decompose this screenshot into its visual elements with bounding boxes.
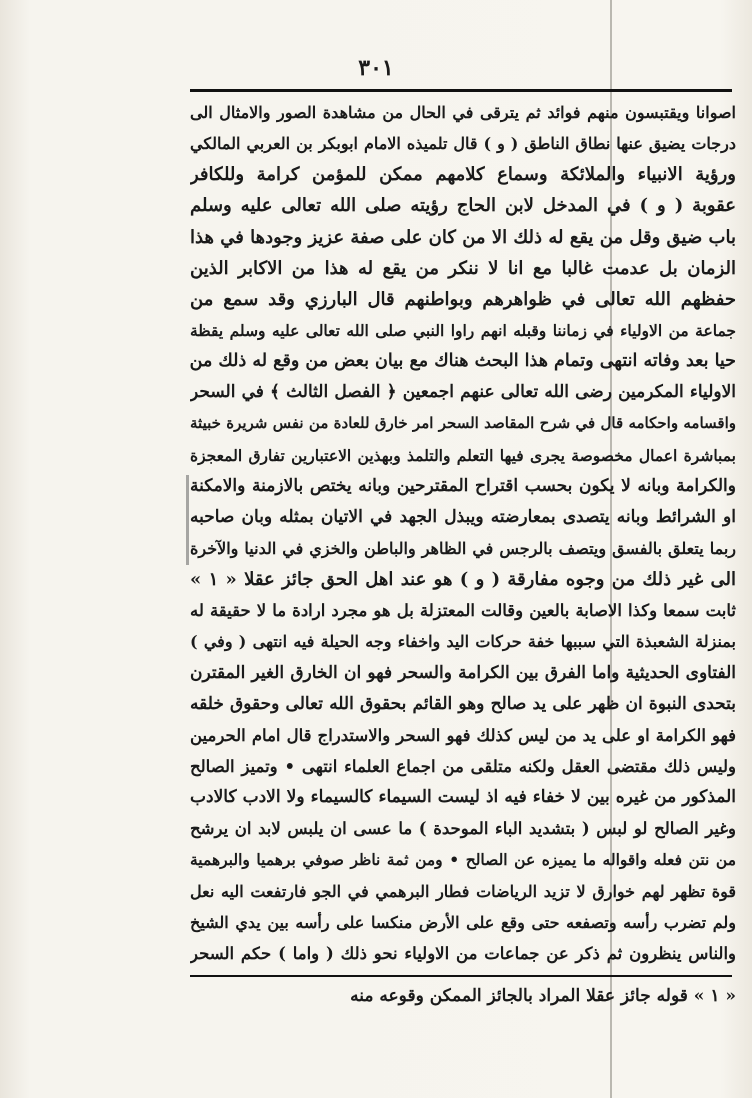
- text-line: الفتاوى الحديثية واما الفرق بين الكرامة والسحر فهو ان الخارق الغير المقترن: [190, 662, 736, 683]
- text-line: ولم تضرب رأسه وتصفعه حتى وقع على الأرض منكسا على رأسه بين يدي الشيخ: [190, 912, 736, 932]
- text-line: بتحدى النبوة ان ظهر على يد صالح وهو القائم بحقوق الله تعالى وحقوق خلقه: [190, 693, 736, 714]
- text-line: ورؤية الانبياء والملائكة وسماع كلامهم ممكن للمؤمن كرامة وللكافر: [190, 164, 736, 186]
- text-line: والكرامة وبانه لا يكون بحسب اقتراح المقترحين وبانه يختص بالازمنة والامكنة: [190, 475, 736, 496]
- footnote-rule: [190, 975, 732, 977]
- margin-mark: [186, 475, 189, 565]
- text-line: من نتن فعله واقواله ما يميزه عن الصالح • ومن ثمة ناظر صوفي برهميا والبرهمية: [190, 850, 736, 870]
- text-line: والناس ينظرون ثم ذكر عن جماعات من الاولياء نحو ذلك ( واما ) حكم السحر: [190, 943, 736, 963]
- text-line: اصوانا ويقتبسون منهم فوائد ثم يترقى في الحال من مشاهدة الصور والامثال الى: [190, 103, 736, 122]
- text-line: باب ضيق وقل من يقع له ذلك الا من كان على صفة عزيز وجودها في هذا: [190, 226, 736, 248]
- text-line: وليس ذلك مقتضى العقل ولكنه متلقى من اجماع العلماء انتهى • وتميز الصالح: [190, 756, 736, 776]
- footnote: « ١ » قوله جائز عقلا المراد بالجائز الممكن وقوعه منه: [350, 986, 736, 1006]
- header-rule: [190, 89, 732, 92]
- text-line: حيا بعد وفاته انتهى وتمام هذا البحث هناك مع بيان بعض من وقع له ذلك من: [190, 351, 736, 372]
- text-line: جماعة من الاولياء في زماننا وقبله انهم راوا النبي صلى الله تعالى عليه وسلم يقظة: [190, 320, 736, 340]
- text-line: المذكور من غيره بين لا خفاء فيه اذ ليست السيماء كالسيماء ولا الادب كالادب: [190, 787, 736, 808]
- text-line: او الشرائط وبانه يتصدى بمعارضته ويبذل الجهد في الاتيان بمثله وبان صاحبه: [190, 506, 736, 527]
- text-line: درجات يضيق عنها نطاق الناطق ( و ) قال تلميذه الامام ابوبكر بن العربي المالكي: [190, 134, 736, 154]
- text-line: عقوبة ( و ) في المدخل لابن الحاج رؤيته صلى الله تعالى عليه وسلم: [190, 195, 736, 217]
- text-line: بمنزلة الشعبذة التي سببها خفة حركات اليد واخفاء وجه الحيلة فيه انتهى ( وفي ): [190, 632, 736, 652]
- text-line: الاولياء المكرمين رضى الله تعالى عنهم اجمعين ﴿ الفصل الثالث ﴾ في السحر: [190, 382, 736, 403]
- text-line: وغير الصالح لو لبس ( بتشديد الباء الموحدة ) ما عسى ان يلبس لابد ان يرشح: [190, 819, 736, 839]
- page-number: ٣٠١: [358, 55, 394, 81]
- text-line: الزمان بل عدمت غالبا مع انا لا ننكر من يقع له هذا من الاكابر الذين: [190, 257, 736, 279]
- text-line: فهو الكرامة او على يد من ليس كذلك فهو السحر والاستدراج قال امام الحرمين: [190, 725, 736, 745]
- main-text-block: [190, 97, 736, 969]
- text-line: بمباشرة اعمال مخصوصة يجرى فيها التعلم والتلمذ وبهذين الاعتبارين تفارق المعجزة: [190, 445, 736, 465]
- text-line: حفظهم الله تعالى في ظواهرهم وبواطنهم قال البارزي وقد سمع من: [190, 288, 736, 310]
- text-line: واقسامه واحكامه قال في شرح المقاصد السحر امر خارق للعادة من نفس شريرة خبيثة: [190, 414, 736, 433]
- text-line: ثابت سمعا وكذا الاصابة بالعين وقالت المعتزلة بل هو مجرد ارادة ما لا حقيقة له: [190, 601, 736, 621]
- text-line: قوة تظهر لهم خوارق لا تزيد الرياضات فطار البرهمي في الجو فارتفعت اليه نعل: [190, 881, 736, 901]
- text-line: ربما يتعلق بالفسق ويتصف بالرجس في الظاهر والباطن والخزي في الدنيا والآخرة: [190, 538, 736, 558]
- text-line: الى غير ذلك من وجوه مفارقة ( و ) هو عند اهل الحق جائز عقلا « ١ »: [190, 569, 736, 591]
